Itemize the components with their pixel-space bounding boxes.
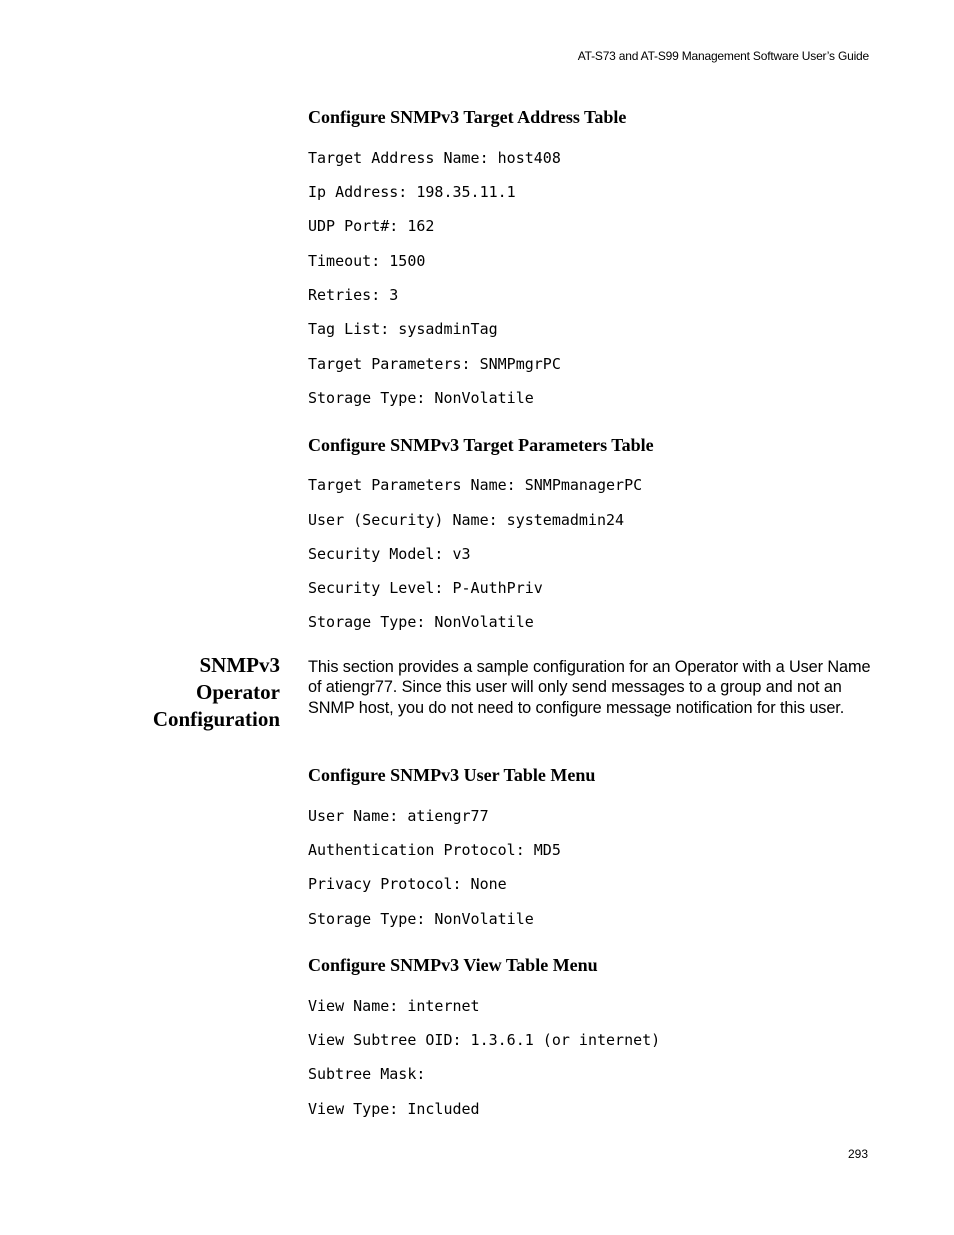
section-paragraph: This section provides a sample configuration for an Operator with a User Name of atiengr77. Since this user will only send messages to a group and not an SNMP host, you do not need to configure message notification for this user. <box>308 658 871 717</box>
subtree-mask-line: Subtree Mask: <box>308 1065 426 1083</box>
running-header: AT-S73 and AT-S99 Management Software User’s Guide <box>577 49 869 63</box>
retries-line: Retries: 3 <box>308 286 399 304</box>
target-address-name-line: Target Address Name: host408 <box>308 149 561 167</box>
storage-type-line: Storage Type: NonVolatile <box>308 613 534 631</box>
user-name-line: User Name: atiengr77 <box>308 807 489 825</box>
target-parameters-name-line: Target Parameters Name: SNMPmanagerPC <box>308 476 643 494</box>
target-parameters-heading: Configure SNMPv3 Target Parameters Table <box>308 435 654 455</box>
target-address-heading: Configure SNMPv3 Target Address Table <box>308 107 627 127</box>
page-number: 293 <box>847 1147 868 1161</box>
storage-type-line: Storage Type: NonVolatile <box>308 389 534 407</box>
security-level-line: Security Level: P-AuthPriv <box>308 579 543 597</box>
target-parameters-line: Target Parameters: SNMPmgrPC <box>308 355 561 373</box>
section-heading-line: Operator <box>196 680 280 704</box>
ip-address-line: Ip Address: 198.35.11.1 <box>308 183 516 201</box>
security-name-line: User (Security) Name: systemadmin24 <box>308 511 625 529</box>
udp-port-line: UDP Port#: 162 <box>308 217 435 235</box>
user-table-heading: Configure SNMPv3 User Table Menu <box>308 765 596 785</box>
section-heading-line: Configuration <box>152 707 280 731</box>
tag-list-line: Tag List: sysadminTag <box>308 320 498 338</box>
timeout-line: Timeout: 1500 <box>308 252 426 270</box>
storage-type-line: Storage Type: NonVolatile <box>308 910 534 928</box>
section-heading-line: SNMPv3 <box>199 653 280 677</box>
view-name-line: View Name: internet <box>308 997 480 1015</box>
view-subtree-oid-line: View Subtree OID: 1.3.6.1 (or internet) <box>308 1031 661 1049</box>
section-heading <box>80 652 280 733</box>
view-table-heading: Configure SNMPv3 View Table Menu <box>308 955 598 975</box>
authentication-protocol-line: Authentication Protocol: MD5 <box>308 841 561 859</box>
privacy-protocol-line: Privacy Protocol: None <box>308 875 507 893</box>
view-type-line: View Type: Included <box>308 1100 480 1118</box>
security-model-line: Security Model: v3 <box>308 545 471 563</box>
